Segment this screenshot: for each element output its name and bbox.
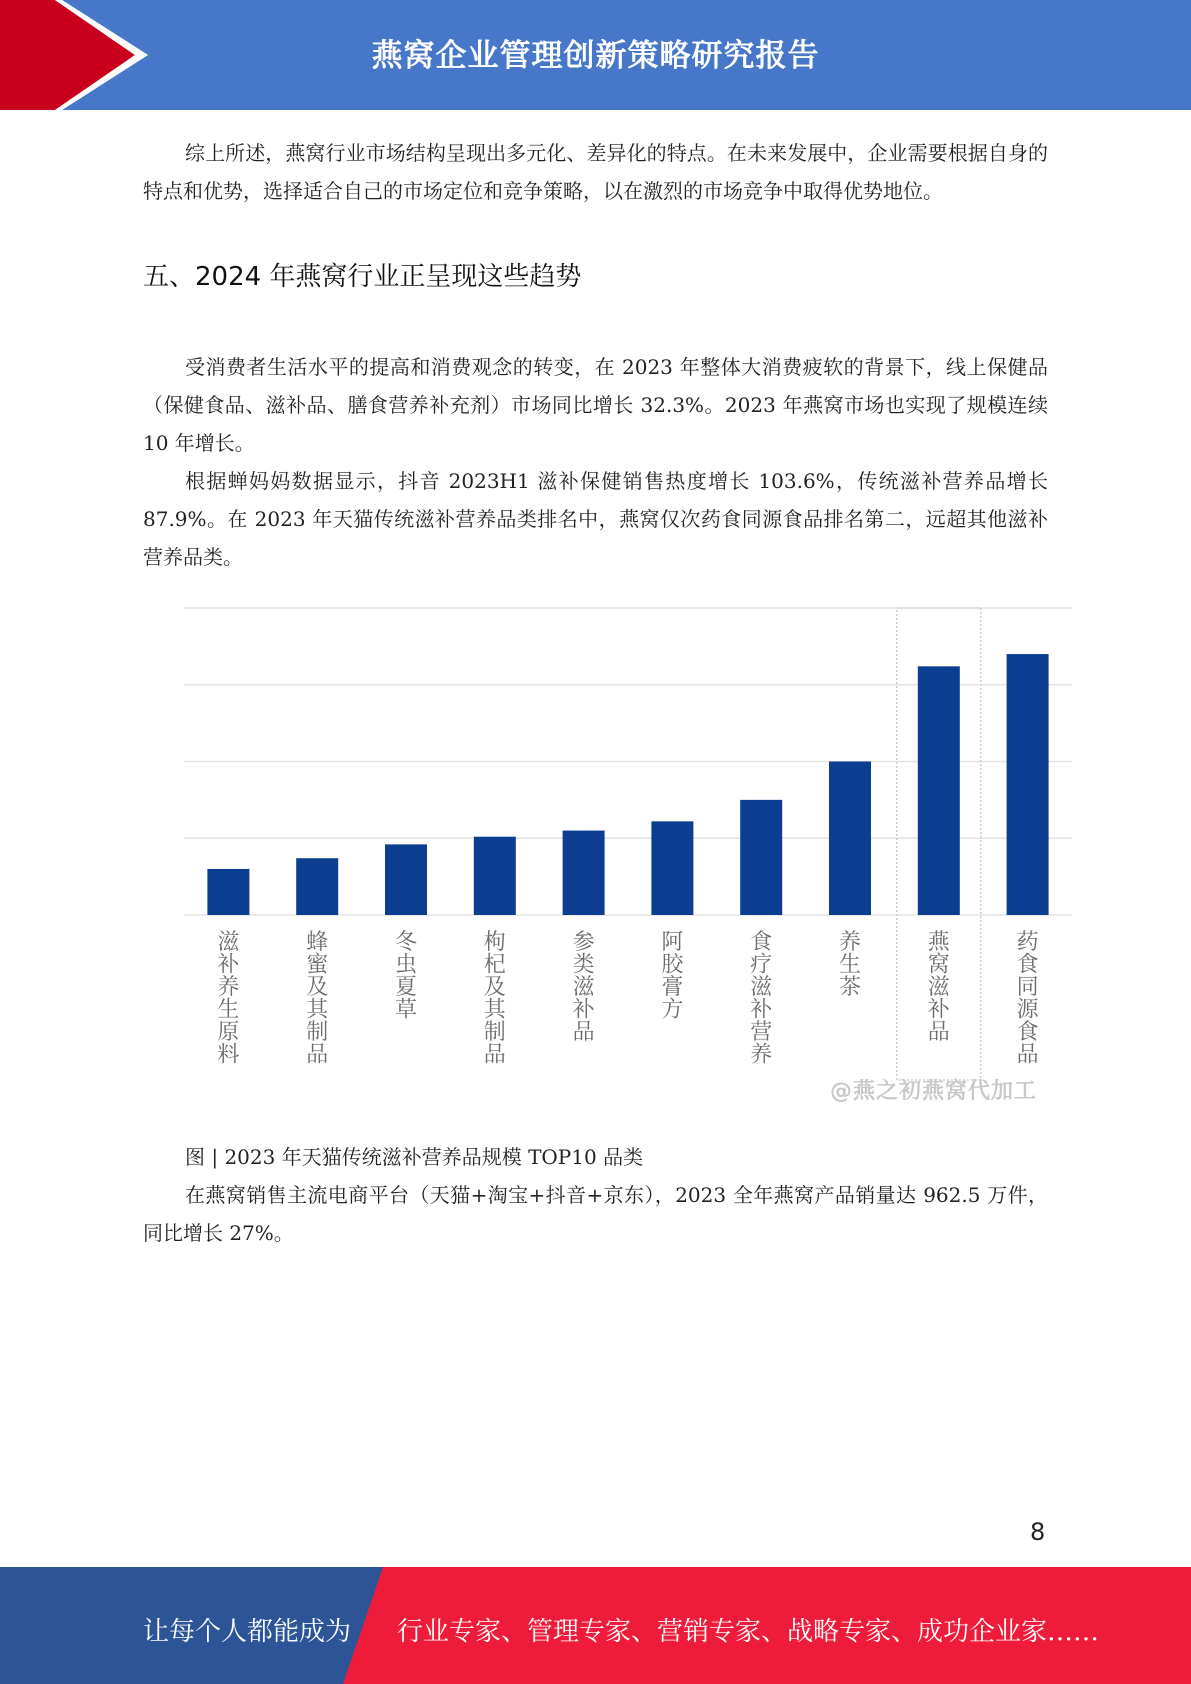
- category-label: 药食同源食品: [1016, 930, 1039, 1068]
- chart-bar: [474, 837, 516, 915]
- category-label: 参类滋补品: [572, 930, 595, 1045]
- category-bar-chart: [180, 600, 1080, 1109]
- category-label: 燕窝滋补品: [927, 930, 950, 1045]
- paragraph-data-source: 根据蝉妈妈数据显示，抖音 2023H1 滋补保健销售热度增长 103.6%，传统滋补营养品增长 87.9%。在 2023 年天猫传统滋补营养品类排名中，燕窝仅次药食同源食品排名第二，远超其他滋补营养品类。: [143, 469, 1048, 569]
- footer-slogan-left: 让每个人都能成为: [143, 1617, 352, 1647]
- category-label: 冬虫夏草: [394, 930, 418, 1023]
- chart-bar: [1007, 654, 1049, 915]
- chart-bar: [740, 800, 782, 915]
- category-label: 食疗滋补营养: [750, 930, 773, 1068]
- paragraph-market-growth: 受消费者生活水平的提高和消费观念的转变，在 2023 年整体大消费疲软的背景下，线上保健品（保健食品、滋补品、膳食营养补充剂）市场同比增长 32.3%。2023 年燕窝市场也实现了规模连续 10 年增长。: [143, 355, 1048, 455]
- category-label: 滋补养生原料: [217, 930, 240, 1068]
- footer-banner: [0, 1567, 1191, 1684]
- chart-bar: [296, 858, 338, 915]
- header-bar: [0, 0, 1191, 110]
- bar-chart-svg: [180, 600, 1080, 1105]
- paragraph-sales: 在燕窝销售主流电商平台（天猫+淘宝+抖音+京东），2023 全年燕窝产品销量达 962.5 万件，同比增长 27%。: [143, 1183, 1048, 1245]
- category-label: 阿胶膏方: [661, 930, 684, 1023]
- watermark-text: @燕之初燕窝代加工: [830, 1079, 1038, 1104]
- chart-bar: [651, 821, 693, 915]
- chart-bar: [385, 844, 427, 915]
- figure-caption: 图 | 2023 年天猫传统滋补营养品规模 TOP10 品类: [185, 1145, 644, 1169]
- chart-bar: [563, 831, 605, 915]
- chart-bar: [918, 666, 960, 915]
- report-title: 燕窝企业管理创新策略研究报告: [371, 38, 820, 74]
- page-number: 8: [1030, 1518, 1046, 1546]
- chart-bar: [207, 869, 249, 915]
- chart-bar: [829, 762, 871, 916]
- paragraph-summary: 综上所述，燕窝行业市场结构呈现出多元化、差异化的特点。在未来发展中，企业需要根据自身的特点和优势，选择适合自己的市场定位和竞争策略，以在激烈的市场竞争中取得优势地位。: [143, 141, 1048, 203]
- section-heading: 五、2024 年燕窝行业正呈现这些趋势: [143, 262, 582, 292]
- category-label: 枸杞及其制品: [483, 930, 506, 1068]
- category-label: 蜂蜜及其制品: [306, 930, 329, 1068]
- footer-slogan-right: 行业专家、管理专家、营销专家、战略专家、成功企业家……: [397, 1617, 1100, 1647]
- category-label: 养生茶: [838, 930, 862, 1000]
